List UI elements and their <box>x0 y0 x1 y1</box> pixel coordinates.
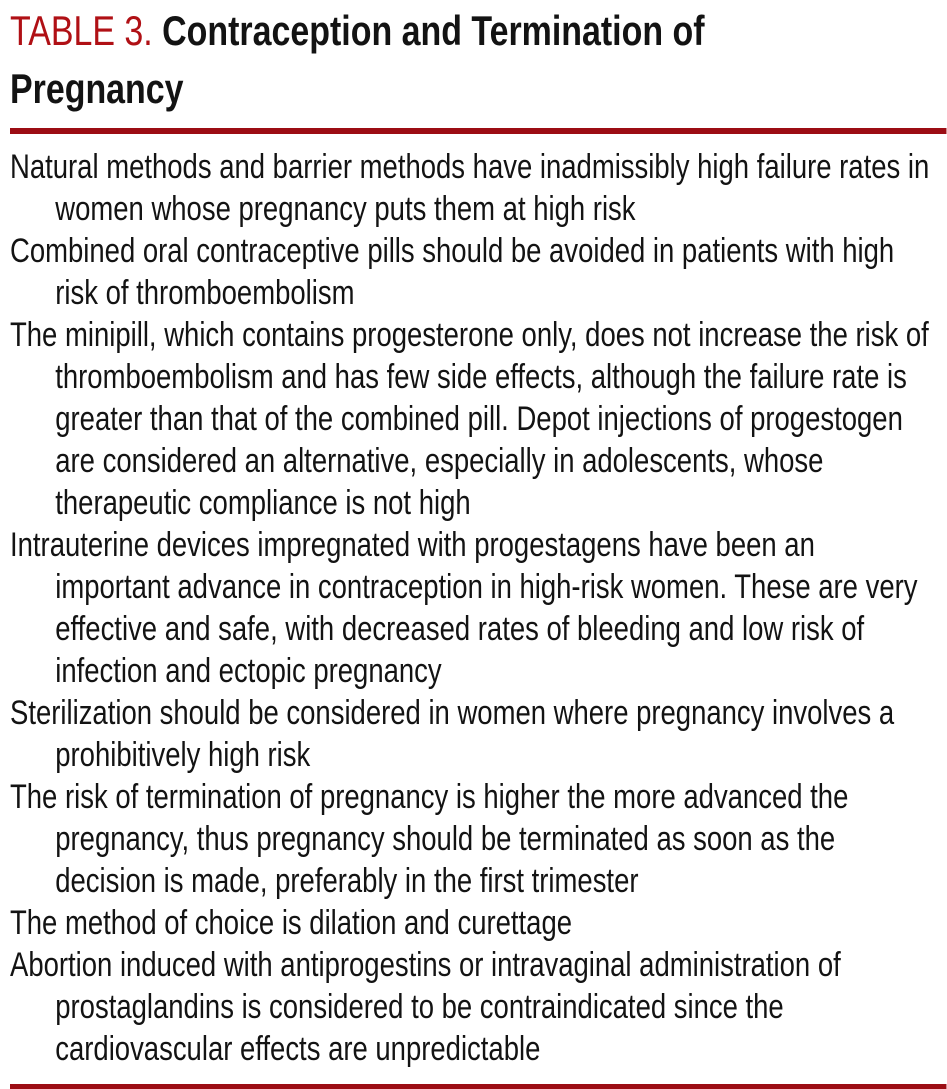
table-label: TABLE 3. <box>10 7 153 54</box>
table-title-text: Contraception and Termination of Pregnancy <box>10 7 705 112</box>
table-body <box>10 146 936 1070</box>
top-rule <box>10 128 946 134</box>
table-entry: Natural methods and barrier methods have inadmissibly high failure rates in women whose pregnancy puts them at high risk <box>10 148 930 228</box>
table-entry: Abortion induced with antiprogestins or intravaginal administration of prostaglandins is considered to be contraindicated since the cardiovascular effects are unpredictable <box>10 946 841 1068</box>
table-entry: Combined oral contraceptive pills should be avoided in patients with high risk of thromboembolism <box>10 232 895 312</box>
table-entry: The minipill, which contains progesterone only, does not increase the risk of thromboembolism and has few side effects, although the failure rate is greater than that of the combined pill. Depot injections of progestogen are considered an alternative, especially in adolescents, whose therapeutic compliance is not high <box>10 316 929 522</box>
table-content <box>10 0 936 1089</box>
table-entry: The method of choice is dilation and curettage <box>10 904 573 942</box>
table-entry: The risk of termination of pregnancy is higher the more advanced the pregnancy, thus pregnancy should be terminated as soon as the decision is made, preferably in the first trimester <box>10 778 849 900</box>
table-title <box>10 0 786 118</box>
table-entry: Intrauterine devices impregnated with progestagens have been an important advance in contraception in high-risk women. These are very effective and safe, with decreased rates of bleeding and low risk of infection and ectopic pregnancy <box>10 526 918 690</box>
table-entry: Sterilization should be considered in women where pregnancy involves a prohibitively high risk <box>10 694 895 774</box>
